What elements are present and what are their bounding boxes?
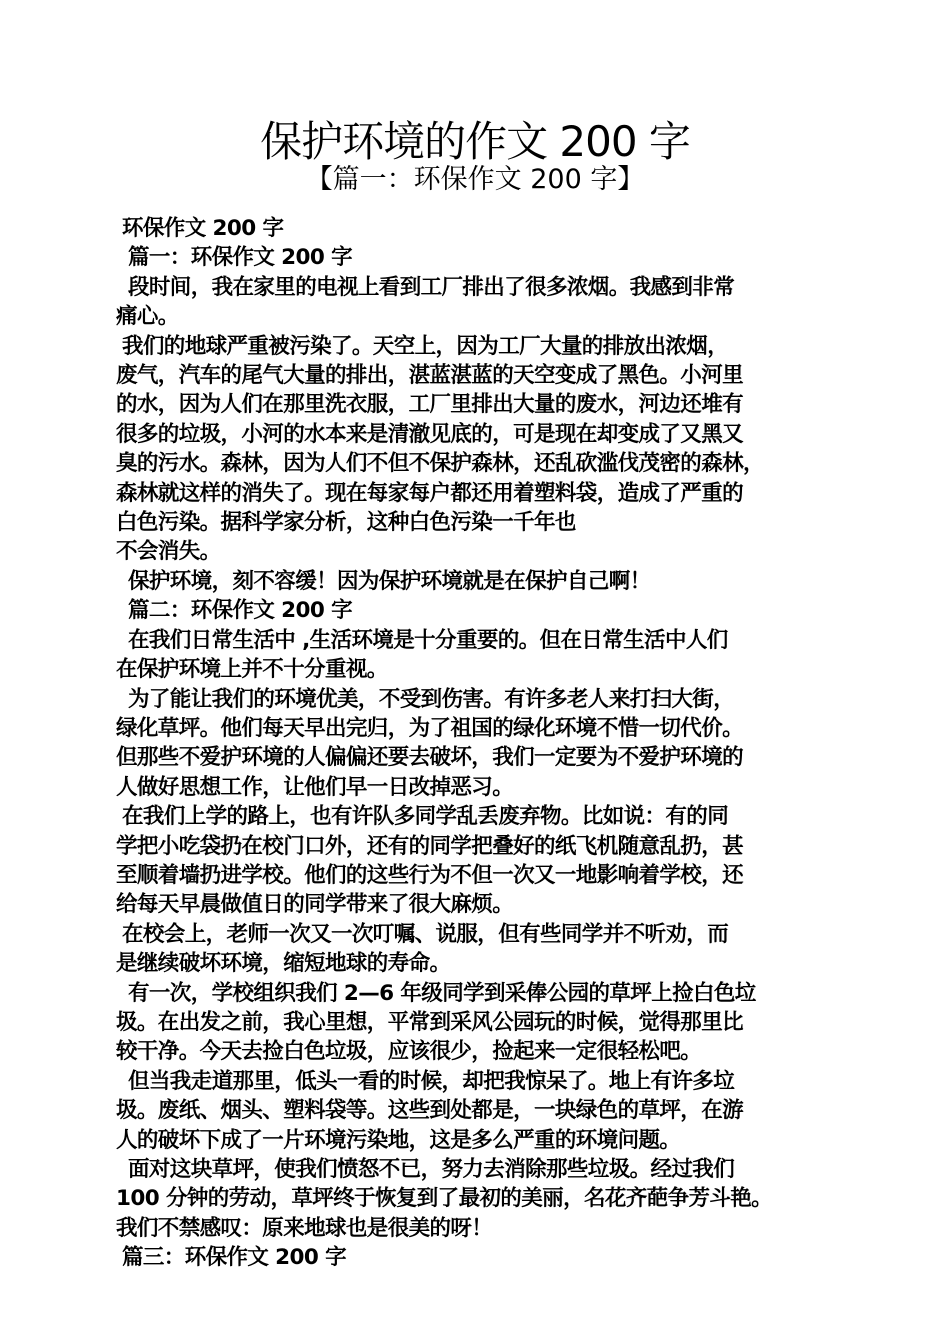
text-line: 痛心。 xyxy=(116,304,179,330)
text-line: 我们不禁感叹：原来地球也是很美的呀！ xyxy=(116,1215,493,1241)
text-line: 臭的污水。森林，因为人们不但不保护森林，还乱砍滥伐茂密的森林， xyxy=(116,451,764,477)
text-line: 在我们日常生活中 ,生活环境是十分重要的。但在日常生活中人们 xyxy=(128,627,728,653)
text-line: 为了能让我们的环境优美，不受到伤害。有许多老人来打扫大街， xyxy=(128,686,735,712)
text-line: 面对这块草坪，使我们愤怒不已，努力去消除那些垃圾。经过我们 xyxy=(128,1157,735,1182)
text-line: 有一次，学校组织我们 2—6 年级同学到采俸公园的草坪上捡白色垃 xyxy=(128,980,756,1006)
text-line: 圾。在出发之前，我心里想，平常到采风公园玩的时候，觉得那里比 xyxy=(116,1009,744,1035)
text-line: 篇三：环保作文 200 字 xyxy=(122,1245,347,1271)
text-line: 在保护环境上并不十分重视。 xyxy=(116,657,388,683)
text-line: 很多的垃圾，小河的水本来是清澈见底的，可是现在却变成了又黑又 xyxy=(116,421,744,447)
text-line: 篇二：环保作文 200 字 xyxy=(128,598,353,624)
text-line: 段时间，我在家里的电视上看到工厂排出了很多浓烟。我感到非常 xyxy=(128,274,735,300)
text-line: 篇一：环保作文 200 字 xyxy=(128,245,353,271)
text-line: 100 分钟的劳动，草坪终于恢复到了最初的美丽，名花齐葩争芳斗艳。 xyxy=(116,1186,773,1212)
text-line: 学把小吃袋扔在校门口外，还有的同学把叠好的纸飞机随意乱扔，甚 xyxy=(116,833,744,859)
document-title: 保护环境的作文 200 字 xyxy=(260,117,690,166)
text-line: 环保作文 200 字 xyxy=(122,216,284,241)
document-subtitle: 【篇一：环保作文 200 字】 xyxy=(305,164,645,195)
text-line: 人做好思想工作，让他们早一日改掉恶习。 xyxy=(116,774,514,800)
text-line: 人的破坏下成了一片环境污染地，这是多么严重的环境问题。 xyxy=(116,1127,681,1153)
text-line: 白色污染。据科学家分析，这种白色污染一千年也 xyxy=(116,510,576,536)
text-line: 但当我走道那里，低头一看的时候，却把我惊呆了。地上有许多垃 xyxy=(128,1068,735,1094)
text-line: 至顺着墙扔进学校。他们的这些行为不但一次又一地影响着学校，还 xyxy=(116,862,744,888)
text-line: 在我们上学的路上，也有许队多同学乱丢废弃物。比如说：有的同 xyxy=(122,804,729,830)
text-line: 森林就这样的消失了。现在每家每户都还用着塑料袋，造成了严重的 xyxy=(116,480,744,506)
text-line: 绿化草坪。他们每天早出完归，为了祖国的绿化环境不惜一切代价。 xyxy=(116,715,744,741)
text-line: 在校会上，老师一次又一次叮嘱、说服，但有些同学并不听劝，而 xyxy=(122,921,729,947)
text-line: 保护环境，刻不容缓！因为保护环境就是在保护自己啊！ xyxy=(128,568,651,594)
text-line: 给每天早晨做值日的同学带来了很大麻烦。 xyxy=(116,892,514,918)
document-body xyxy=(116,214,838,1273)
text-line: 较干净。今天去捡白色垃圾，应该很少，捡起来一定很轻松吧。 xyxy=(116,1039,702,1065)
text-line: 圾。废纸、烟头、塑料袋等。这些到处都是，一块绿色的草坪，在游 xyxy=(116,1098,744,1124)
text-line: 废气，汽车的尾气大量的排出，湛蓝湛蓝的天空变成了黑色。小河里 xyxy=(116,363,744,389)
text-line: 的水，因为人们在那里洗衣服，工厂里排出大量的废水，河边还堆有 xyxy=(116,392,744,418)
text-line: 是继续破坏环境，缩短地球的寿命。 xyxy=(116,951,451,977)
text-line: 不会消失。 xyxy=(116,539,221,565)
text-line: 但那些不爱护环境的人偏偏还要去破坏，我们一定要为不爱护环境的 xyxy=(116,745,744,771)
text-line: 我们的地球严重被污染了。天空上，因为工厂大量的排放出浓烟， xyxy=(122,333,729,359)
